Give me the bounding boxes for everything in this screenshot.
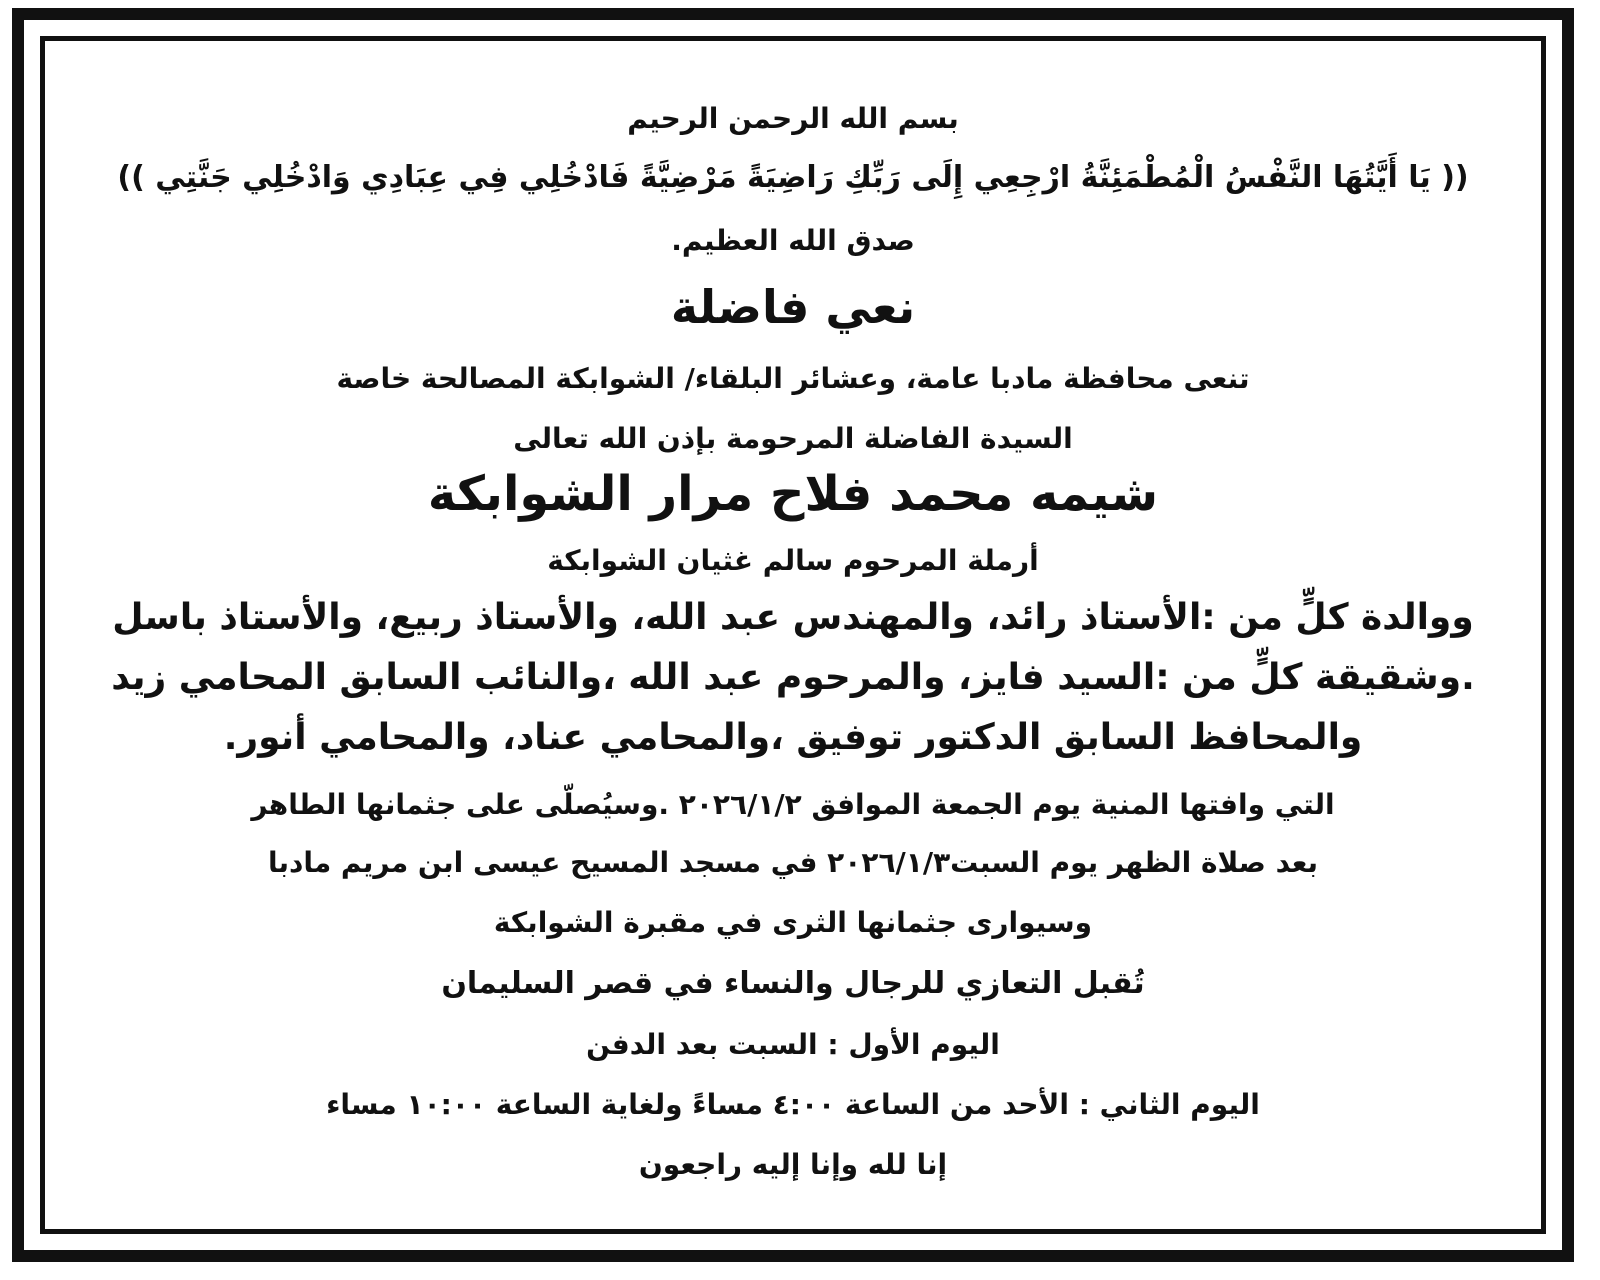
announcement-line: تنعى محافظة مادبا عامة، وعشائر البلقاء/ الشوابكة المصالحة خاصة xyxy=(336,362,1250,395)
closing-prayer: إنا لله وإنا إليه راجعون xyxy=(638,1148,948,1181)
death-date-line: التي وافتها المنية يوم الجمعة الموافق ٢٠٢٦/١/٢ .وسيُصلّى على جثمانها الطاهر xyxy=(251,788,1335,821)
deceased-name: شيمه محمد فلاح مرار الشوابكة xyxy=(427,466,1159,522)
deceased-intro: السيدة الفاضلة المرحومة بإذن الله تعالى xyxy=(513,422,1073,455)
widow-of-line: أرملة المرحوم سالم غثيان الشوابكة xyxy=(547,544,1039,577)
quran-verse: (( يَا أَيَّتُهَا النَّفْسُ الْمُطْمَئِنَّةُ ارْجِعِي إِلَى رَبِّكِ رَاضِيَةً مَرْضِيَّةً فَادْخُلِي فِي عِبَادِي وَادْخُلِي جَنَّتِي )) xyxy=(117,160,1469,195)
burial-line: وسيوارى جثمانها الثرى في مقبرة الشوابكة xyxy=(493,906,1093,939)
sister-of-line: .وشقيقة كلٍّ من :السيد فايز، والمرحوم عبد الله ،والنائب السابق المحامي زيد xyxy=(111,657,1475,698)
condolence-day-one: اليوم الأول : السبت بعد الدفن xyxy=(586,1028,1000,1061)
condolence-day-two: اليوم الثاني : الأحد من الساعة ٤:٠٠ مساءً ولغاية الساعة ١٠:٠٠ مساء xyxy=(326,1088,1260,1121)
funeral-prayer-line: بعد صلاة الظهر يوم السبت٢٠٢٦/١/٣ في مسجد المسيح عيسى ابن مريم مادبا xyxy=(267,846,1319,879)
sister-of-line-continued: والمحافظ السابق الدكتور توفيق ،والمحامي عناد، والمحامي أنور. xyxy=(223,717,1363,758)
obituary-notice xyxy=(60,56,1526,1216)
basmala: بسم الله الرحمن الرحيم xyxy=(627,102,959,135)
verse-closing: صدق الله العظيم. xyxy=(671,224,915,257)
mother-of-line: ووالدة كلٍّ من :الأستاذ رائد، والمهندس عبد الله، والأستاذ ربيع، والأستاذ باسل xyxy=(112,597,1474,638)
notice-title: نعي فاضلة xyxy=(670,280,916,334)
condolences-line: تُقبل التعازي للرجال والنساء في قصر السليمان xyxy=(441,966,1145,1001)
